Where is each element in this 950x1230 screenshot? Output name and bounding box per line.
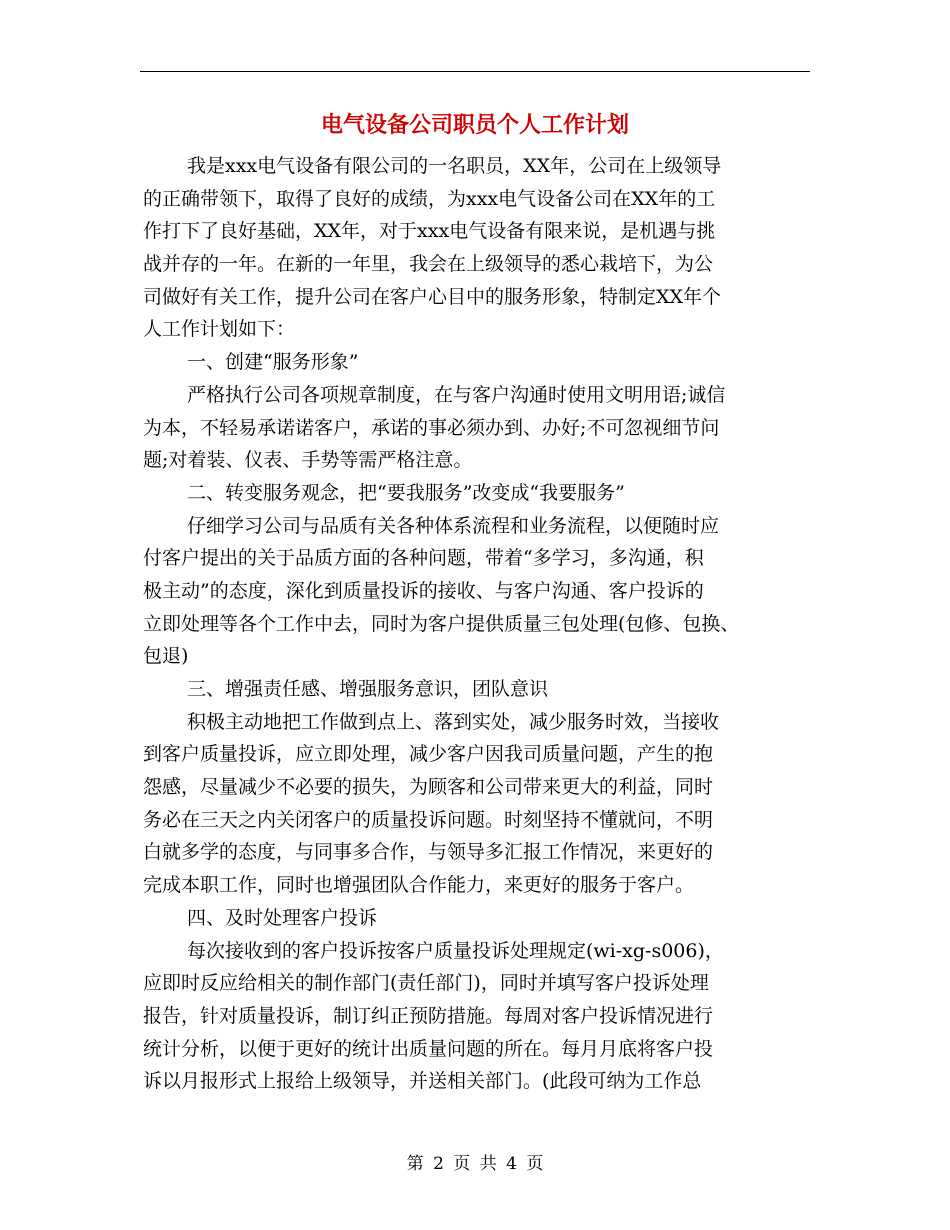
- document-body: [143, 150, 813, 1098]
- page-number-prefix: 第: [406, 1154, 424, 1174]
- page-number-suffix: 页: [526, 1154, 544, 1174]
- body-line: 极主动”的态度，深化到质量投诉的接收、与客户沟通、客户投诉的: [143, 579, 704, 602]
- body-line: 付客户提出的关于品质方面的各种问题，带着“多学习，多沟通，积: [143, 547, 704, 570]
- page-word: 页: [453, 1154, 471, 1174]
- body-line: 立即处理等各个工作中去，同时为客户提供质量三包处理(包修、包换、: [143, 612, 740, 635]
- body-line: 完成本职工作，同时也增强团队合作能力，来更好的服务于客户。: [143, 874, 695, 897]
- section-heading: 一、创建“服务形象”: [187, 351, 359, 374]
- body-line: 仔细学习公司与品质有关各种体系流程和业务流程，以便随时应: [187, 514, 720, 537]
- total-word: 共: [479, 1154, 497, 1174]
- header-rule: [140, 71, 810, 72]
- body-line: 作打下了良好基础，XX年，对于xxx电气设备有限来说，是机遇与挑: [143, 220, 716, 243]
- page-footer: [0, 1152, 950, 1176]
- body-line: 的正确带领下，取得了良好的成绩，为xxx电气设备公司在XX年的工: [143, 187, 716, 210]
- body-line: 我是xxx电气设备有限公司的一名职员，XX年，公司在上级领导: [187, 155, 722, 177]
- body-line: 到客户质量投诉，应立即处理，减少客户因我司质量问题，产生的抱: [143, 743, 714, 766]
- section-heading: 三、增强责任感、增强服务意识，团队意识: [187, 678, 549, 700]
- total-pages-number: 4: [506, 1154, 517, 1174]
- document-title: 电气设备公司职员个人工作计划: [320, 112, 629, 138]
- body-line: 每次接收到的客户投诉按客户质量投诉处理规定(wi-xg-s006)，: [187, 939, 724, 962]
- body-line: 人工作计划如下：: [143, 318, 296, 341]
- section-heading: 四、及时处理客户投诉: [187, 906, 378, 929]
- body-line: 白就多学的态度，与同事多合作，与领导多汇报工作情况，来更好的: [143, 841, 714, 864]
- body-line: 应即时反应给相关的制作部门(责任部门)，同时并填写客户投诉处理: [143, 972, 709, 995]
- body-line: 诉以月报形式上报给上级领导，并送相关部门。(此段可纳为工作总: [143, 1070, 702, 1093]
- body-line: 报告，针对质量投诉，制订纠正预防措施。每周对客户投诉情况进行: [143, 1004, 714, 1027]
- body-line: 务必在三天之内关闭客户的质量投诉问题。时刻坚持不懂就问，不明: [143, 808, 714, 831]
- body-line: 为本，不轻易承诺诺客户，承诺的事必须办到、办好;不可忽视细节问: [143, 416, 720, 439]
- section-heading: 二、转变服务观念，把“要我服务”改变成“我要服务”: [187, 481, 625, 504]
- body-line: 战并存的一年。在新的一年里，我会在上级领导的悉心栽培下，为公: [143, 253, 714, 276]
- body-line: 统计分析，以便于更好的统计出质量问题的所在。每月月底将客户投: [143, 1037, 714, 1060]
- body-line: 包退): [143, 645, 189, 668]
- body-line: 题;对着装、仪表、手势等需严格注意。: [143, 449, 473, 472]
- current-page-number: 2: [433, 1154, 444, 1174]
- body-line: 积极主动地把工作做到点上、落到实处，减少服务时效，当接收: [187, 710, 720, 733]
- body-line: 严格执行公司各项规章制度，在与客户沟通时使用文明用语;诚信: [187, 383, 726, 406]
- body-line: 怨感，尽量减少不必要的损失，为顾客和公司带来更大的利益，同时: [143, 776, 714, 799]
- body-line: 司做好有关工作，提升公司在客户心目中的服务形象，特制定XX年个: [143, 285, 722, 308]
